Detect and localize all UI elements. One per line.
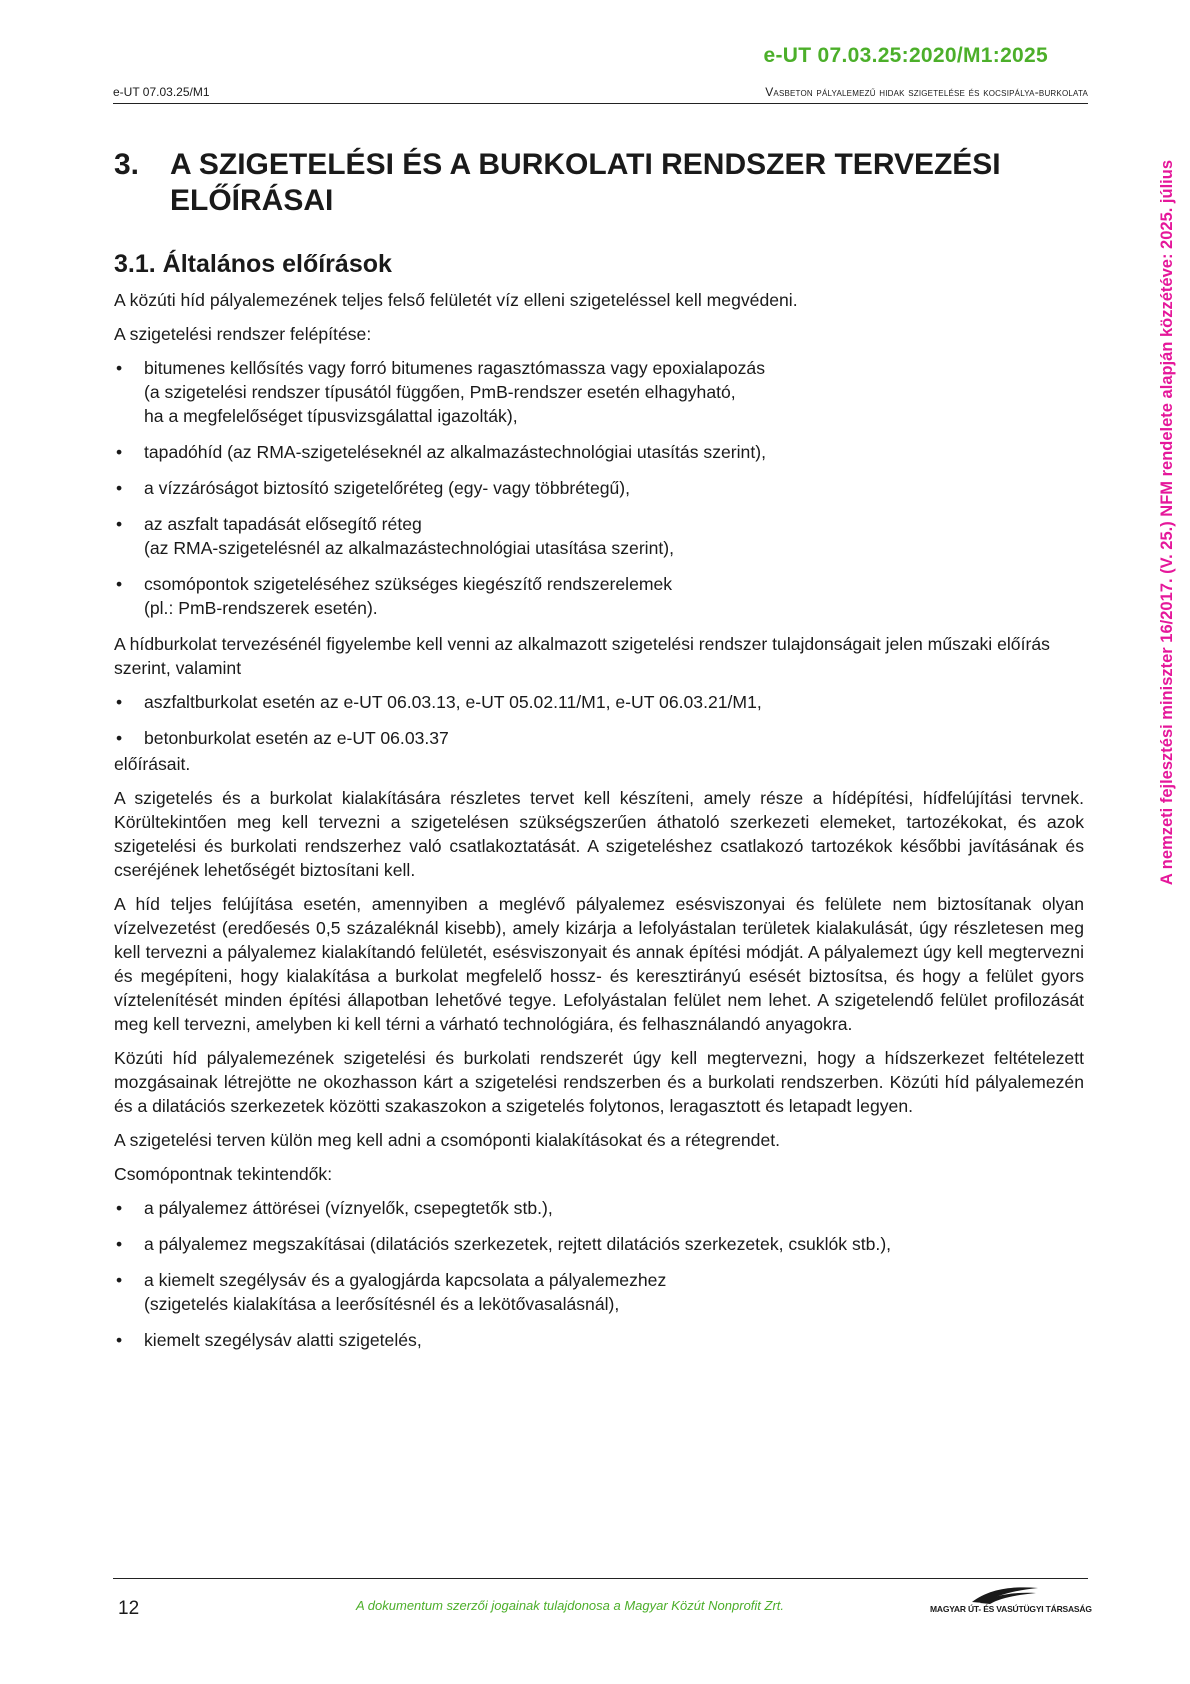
publisher-name: MAGYAR ÚT- ÉS VASÚTÜGYI TÁRSASÁG [930,1604,1092,1614]
list-item-line: • a vízzáróságot biztosító szigetelőréteg (egy- vagy többrétegű), [144,478,631,498]
running-header-title: Vasbeton pályalemezű hidak szigetelése és kocsipálya-burkolata [765,85,1088,99]
list-item-line: • tapadóhíd (az RMA-szigeteléseknél az alkalmazástechnológiai utasítás szerint), [144,442,766,462]
document-code: e-UT 07.03.25:2020/M1:2025 [763,44,1048,67]
list-item [114,512,1084,560]
list-item [114,476,1084,500]
page-content [114,140,1084,1364]
publication-side-note: A nemzeti fejlesztési miniszter 16/2017. (V. 25.) NFM rendelete alapján közzétéve: 2025. július [1158,160,1176,886]
list-item [114,1268,1084,1316]
layer-list [114,356,1084,620]
section-heading: 3.1. Általános előírások [114,250,392,278]
paragraph: A közúti híd pályalemezének teljes felső felületét víz elleni szigeteléssel kell megvédeni. [114,290,798,310]
chapter-heading [114,147,1084,219]
footer-rule [113,1578,1088,1579]
list-item [114,1232,1084,1256]
chapter-title: A SZIGETELÉSI ÉS A BURKOLATI RENDSZER TERVEZÉSI ELŐÍRÁSAI [170,148,1001,217]
node-list [114,1196,1084,1352]
list-item-line: • bitumenes kellősítés vagy forró bitumenes ragasztómassza vagy epoxialapozás [144,358,765,378]
list-item-line: • a pályalemez megszakításai (dilatációs szerkezetek, rejtett dilatációs szerkezetek, csuklók stb.), [144,1234,892,1254]
list-item-line: • csomópontok szigeteléséhez szükséges kiegészítő rendszerelemek [144,574,673,594]
list-item-line: • az aszfalt tapadását elősegítő réteg [144,514,422,534]
list-item-line: • a kiemelt szegélysáv és a gyalogjárda kapcsolata a pályalemezhez [144,1270,667,1290]
paragraph: A szigetelés és a burkolat kialakítására részletes tervet kell készíteni, amely része a hídépítési, hídfelújítási tervnek. Körültekintően meg kell tervezni a szigetelésen szükségszerűen áthatoló szerkezeti elemeket, tartozékokat, és azok szigetelési és burkolati rendszerhez való csatlakoztatását. A szigeteléshez csatlakozó tartozékok későbbi javításának és cseréjének lehetőségét biztosítani kell. [114,788,1084,880]
paragraph: A hídburkolat tervezésénél figyelembe kell venni az alkalmazott szigetelési rendszer tulajdonságait jelen műszaki előírás szerint, valamint [114,634,1050,678]
standards-list [114,690,1084,750]
paragraph: A szigetelési terven külön meg kell adni a csomóponti kialakításokat és a rétegrendet. [114,1130,781,1150]
list-item [114,1328,1084,1352]
list-item [114,572,1084,620]
road-swoosh-logo-icon [970,1584,1040,1604]
page-number: 12 [118,1598,140,1619]
list-item-line: • kiemelt szegélysáv alatti szigetelés, [144,1330,422,1350]
list-item-line: (szigetelés kialakítása a leerősítésnél és a lekötővasalásnál), [144,1294,620,1314]
list-item-line: ha a megfelelőséget típusvizsgálattal igazolták), [144,406,518,426]
publisher-logo [930,1584,1092,1620]
running-header [113,85,1088,104]
running-header-left: e-UT 07.03.25/M1 [113,85,210,99]
paragraph: A híd teljes felújítása esetén, amennyiben a meglévő pályalemez esésviszonyai és felülete nem biztosítanak olyan vízelvezetést (eredőesés 0,5 százaléknál kisebb), amely kizárja a lefolyástalan területek kialakulását, úgy részletesen meg kell tervezni a pályalemez kialakítandó felületét, esésviszonyait és annak építési módját. A pályalemezt úgy kell megtervezni és megépíteni, hogy kialakítása a burkolat megfelelő hossz- és keresztirányú esését biztosítsa, és hogy a felület gyors víztelenítését minden építési állapotban lehetővé tegye. Lefolyástalan felület nem lehet. A szigetelendő felület profilozását meg kell tervezni, amelyben ki kell térni a várható technológiára, és felhasználandó anyagokra. [114,894,1084,1034]
paragraph: előírásait. [114,754,191,774]
list-item: • betonburkolat esetén az e-UT 06.03.37 [114,726,1084,750]
list-item-line: (pl.: PmB-rendszerek esetén). [144,598,378,618]
copyright-note: A dokumentum szerzői jogainak tulajdonosa a Magyar Közút Nonprofit Zrt. [356,1598,785,1613]
list-item [114,440,1084,464]
list-item-line: (a szigetelési rendszer típusától függően, PmB-rendszer esetén elhagyható, [144,382,736,402]
paragraph: A szigetelési rendszer felépítése: [114,324,372,344]
paragraph: Csomópontnak tekintendők: [114,1164,333,1184]
list-item: • aszfaltburkolat esetén az e-UT 06.03.13, e-UT 05.02.11/M1, e-UT 06.03.21/M1, [114,690,1084,714]
chapter-number: 3. [114,148,140,181]
list-item-line: (az RMA-szigetelésnél az alkalmazástechnológiai utasítása szerint), [144,538,675,558]
paragraph: Közúti híd pályalemezének szigetelési és burkolati rendszerét úgy kell megtervezni, hogy a hídszerkezet feltételezett mozgásainak létrejötte ne okozhasson kárt a szigetelési rendszerben és a burkolati rendszerben. Közúti híd pályalemezén és a dilatációs szerkezetek közötti szakaszokon a szigetelés folytonos, leragasztott és letapadt legyen. [114,1048,1084,1116]
list-item-line: • a pályalemez áttörései (víznyelők, csepegtetők stb.), [144,1198,553,1218]
list-item [114,1196,1084,1220]
list-item [114,356,1084,428]
